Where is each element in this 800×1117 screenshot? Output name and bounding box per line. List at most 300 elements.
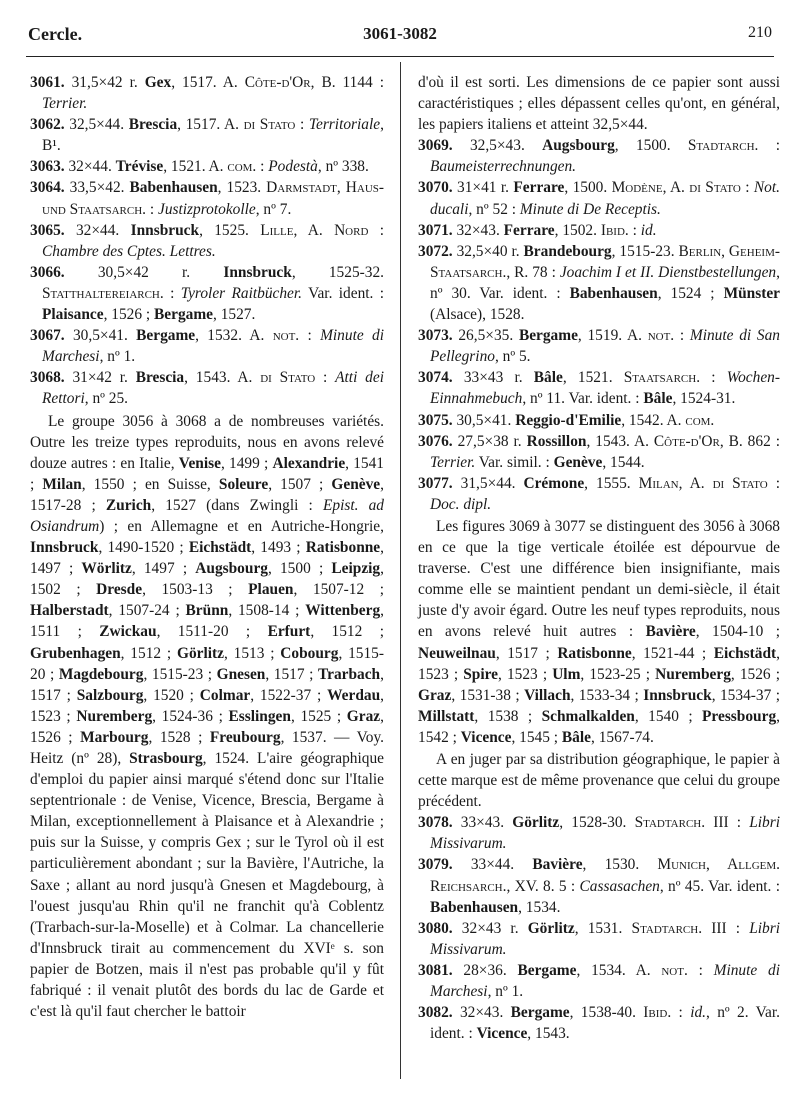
text-run: , 1542 ;: [418, 707, 780, 746]
place-name: Soleure: [218, 475, 269, 493]
text-run: , 1513 ;: [223, 644, 281, 662]
text-run: 30,5×41.: [64, 327, 137, 345]
archive-name: Stadtarch.: [687, 137, 759, 155]
document-title: Baumeisterrechnungen.: [430, 158, 577, 176]
place-name: Eichstädt: [188, 539, 252, 557]
place-name: Vicence: [460, 728, 512, 746]
text-run: , 1523-25 ;: [580, 665, 656, 683]
entry-number: 3077.: [418, 474, 453, 492]
catalog-entry: [30, 156, 384, 177]
text-run: , 1530.: [582, 856, 658, 874]
place-name: Bavière: [532, 856, 583, 874]
place-name: Wittenberg: [305, 602, 381, 620]
place-name: Plaisance: [42, 306, 104, 324]
text-run: , 1515-23 ;: [143, 665, 217, 683]
place-name: Strasbourg: [129, 750, 203, 767]
text-run: , nº 11. Var. ident. :: [522, 390, 644, 408]
document-title: Minute di Marchesi: [42, 327, 384, 366]
entry-number: 3074.: [418, 369, 453, 387]
place-name: Marbourg: [80, 728, 149, 746]
place-name: Nuremberg: [655, 665, 731, 683]
text-run: , 1525 ;: [290, 707, 347, 725]
text-run: , 1520 ;: [143, 686, 200, 704]
place-name: Münster: [723, 284, 780, 302]
archive-name: Statthaltereiarch.: [42, 284, 164, 302]
text-run: , 1543.: [527, 1025, 570, 1043]
entry-number: 3061.: [30, 74, 65, 91]
text-run: , R. 78 :: [506, 263, 560, 281]
text-run: , 1528 ;: [148, 728, 210, 746]
text-run: , 1532. A.: [195, 327, 273, 345]
entry-number: 3065.: [30, 221, 65, 239]
text-run: , nº 7.: [255, 200, 292, 218]
text-run: , 1537. — Voy. Heitz (nº 28),: [30, 728, 385, 767]
text-run: , 1517. A.: [177, 116, 244, 134]
place-name: Nuremberg: [76, 707, 153, 725]
text-run: , 1533-34 ;: [570, 686, 644, 704]
text-run: , 1524-36 ;: [152, 707, 229, 725]
entry-number: 3079.: [418, 856, 453, 874]
place-name: Bavière: [645, 623, 696, 641]
place-name: Salzbourg: [76, 686, 144, 704]
place-name: Ulm: [552, 665, 581, 683]
catalog-entry: [418, 135, 780, 177]
text-run: 32×44.: [64, 221, 131, 239]
entry-number: 3071.: [418, 221, 453, 239]
text-run: , nº 52 :: [468, 200, 520, 218]
text-run: 28×36.: [452, 961, 518, 979]
place-name: Halberstadt: [30, 602, 109, 620]
place-name: Trarbach: [317, 665, 381, 683]
catalog-entry: [418, 325, 780, 367]
document-title: Doc. dipl.: [430, 495, 492, 513]
archive-name: Modène: [611, 179, 663, 197]
place-name: Bâle: [533, 369, 563, 387]
place-name: Babenhausen: [129, 179, 218, 197]
text-run: , 1534. A.: [576, 961, 662, 979]
text-run: , 1534-37 ;: [711, 686, 780, 704]
entry-number: 3078.: [418, 814, 453, 832]
text-run: , 1526 ;: [730, 665, 780, 683]
text-run: :: [299, 327, 321, 345]
place-name: Graz: [418, 686, 452, 704]
archive-name: di Stato: [712, 474, 768, 492]
text-run: 30,5×42 r.: [64, 263, 224, 281]
catalog-entry: [418, 473, 780, 515]
text-run: , 1500.: [614, 137, 688, 155]
text-run: , 1515-23.: [611, 242, 679, 260]
commentary-paragraph: [418, 749, 780, 812]
document-title: Atti dei Rettori: [42, 369, 384, 408]
archive-name: com.: [227, 158, 257, 176]
text-run: , 1527 (dans Zwingli :: [151, 496, 323, 514]
catalog-entry: [418, 918, 780, 960]
text-run: 32×43.: [452, 221, 504, 239]
text-run: , 1538-40.: [569, 1004, 644, 1022]
archive-name: di Stato: [260, 369, 316, 387]
text-run: , 1519. A.: [577, 327, 648, 345]
archive-name: di Stato: [689, 179, 741, 197]
header-rule: [26, 56, 774, 57]
text-run: Les figures 3069 à 3077 se distinguent des 3056 à 3068 en ce que la tige verticale étoilée est dépourvue de traverse. C'est une différence bien insignifiante, mais comme elle se maintient pendant un demi-siècle, il était juste d'y avoir égard. Outre les neuf types reproduits, nous en avons relevé huit autres :: [418, 517, 780, 641]
text-run: , 1517 ;: [495, 644, 558, 662]
text-run: , 1497 ;: [131, 560, 196, 578]
place-name: Brescia: [135, 369, 185, 387]
text-run: 32,5×40 r.: [452, 242, 524, 260]
text-run: , 1525.: [199, 221, 261, 239]
document-title: Tyroler Raitbücher.: [180, 284, 303, 302]
text-run: , 1542. A.: [621, 411, 686, 429]
text-run: :: [700, 369, 727, 387]
text-run: Le groupe 3056 à 3068 a de nombreuses variétés. Outre les treize types reproduits, nous en avons relevé douze autres : en Italie,: [30, 412, 384, 472]
place-name: Trévise: [115, 158, 164, 176]
column-divider: [400, 62, 401, 1079]
entry-number: 3062.: [30, 116, 65, 134]
place-name: Ferrare: [513, 179, 565, 197]
document-title: id.: [640, 221, 657, 239]
place-name: Genève: [331, 475, 381, 493]
place-name: Eichstädt: [713, 644, 777, 662]
continued-text: [418, 72, 780, 135]
entry-number: 3064.: [30, 179, 65, 197]
text-run: 32,5×44.: [64, 116, 129, 134]
archive-name: com.: [685, 411, 715, 429]
text-run: , nº 5.: [494, 348, 531, 366]
text-run: , 1512 ;: [310, 623, 384, 641]
text-run: 32,5×43.: [452, 137, 543, 155]
entry-number: 3082.: [418, 1004, 453, 1022]
place-name: Gex: [144, 74, 172, 91]
place-name: Görlitz: [512, 814, 560, 832]
catalog-entry: [418, 854, 780, 917]
place-name: Babenhausen: [569, 284, 658, 302]
place-name: Bergame: [154, 306, 213, 324]
text-run: :: [315, 369, 336, 387]
catalog-entry: [418, 410, 780, 431]
document-title: Minute di Marchesi: [430, 961, 780, 1001]
document-title: Territoriale: [308, 116, 381, 134]
catalog-entry: [30, 262, 384, 325]
text-run: , 1499 ;: [220, 454, 273, 472]
catalog-entry: [30, 177, 384, 219]
text-run: , 1534.: [518, 898, 561, 916]
text-run: 33×43 r.: [452, 369, 534, 387]
archive-name: di Stato: [243, 116, 296, 134]
text-run: :: [767, 474, 781, 492]
text-run: , 1545 ;: [511, 728, 562, 746]
entry-number: 3073.: [418, 327, 453, 345]
text-run: , 1517 ;: [265, 665, 318, 683]
text-run: , 1507 ;: [268, 475, 332, 493]
text-run: , XV. 8. 5 :: [506, 877, 580, 895]
text-run: , 1538 ;: [474, 707, 542, 725]
text-run: , 1504-10 ;: [695, 623, 780, 641]
text-run: , 1523 ;: [418, 644, 781, 683]
catalog-entry: [418, 960, 780, 1002]
archive-name: not.: [647, 327, 675, 345]
text-run: , A.: [678, 474, 713, 492]
place-name: Brünn: [185, 602, 229, 620]
place-name: Genève: [553, 453, 603, 471]
text-run: , 1524. L'aire géographique d'emploi du papier ainsi marqué s'étend donc sur l'Italie septentrionale : de Venise, Vicence, Brescia, Bergame à Milan, exceptionnellement à Plaisance et à Alexandrie ; puis sur la Suisse, y compris Gex ; sur le Tyrol où il est particulièrement abondant ; sur la Bavière, l'Autriche, la Saxe ; allant au nord jusqu'à Gnesen et Magdebourg, à l'ouest jusqu'au Rhin qu'il ne franchit qu'à Coblentz (Trarbach-sur-la-Moselle) et à Colmar. La chancellerie d'Innsbruck tirait au commencement du XVIᵉ s. son papier de Botzen, mais il n'est pas probable qu'il y fût fabriqué : il venait plutôt des bords du lac de Garde et c'est là qu'il faut chercher le battoir: [30, 750, 384, 1021]
catalog-entry: [418, 431, 780, 473]
place-name: Gnesen: [216, 665, 266, 683]
text-run: Var. ident. :: [302, 284, 384, 302]
catalog-entry: [418, 367, 780, 409]
text-run: , 1523 ;: [498, 665, 553, 683]
text-run: , 1502.: [554, 221, 601, 239]
place-name: Brescia: [128, 116, 178, 134]
text-run: , 1512 ;: [120, 644, 177, 662]
archive-name: not.: [272, 327, 300, 345]
place-name: Venise: [178, 454, 221, 472]
page-number: 210: [748, 24, 772, 41]
entry-number: 3066.: [30, 263, 65, 281]
text-run: :: [628, 221, 641, 239]
archive-name: Lille: [260, 221, 294, 239]
text-run: ) ; en Allemagne et en Autriche-Hongrie,: [99, 517, 384, 535]
entry-number: 3063.: [30, 158, 65, 176]
text-run: , nº 30. Var. ident. :: [430, 263, 780, 302]
document-title: Cassasachen: [579, 877, 660, 895]
catalog-entry: [30, 325, 384, 367]
text-run: , 1507-24 ;: [108, 602, 186, 620]
document-title: Terrier.: [42, 95, 88, 113]
entry-number: 3072.: [418, 242, 453, 260]
text-run: , 1523.: [217, 179, 267, 197]
text-run: , 1517 ;: [30, 665, 384, 704]
entry-number: 3080.: [418, 919, 453, 937]
place-name: Augsbourg: [542, 137, 615, 155]
archive-name: Berlin, Geheim-Staatsarch.: [430, 242, 780, 281]
entry-number: 3081.: [418, 961, 453, 979]
text-run: , 1521.: [562, 369, 624, 387]
text-run: :: [368, 221, 385, 239]
place-name: Görlitz: [527, 919, 575, 937]
text-run: :: [146, 200, 158, 218]
text-run: 31,5×44.: [452, 474, 524, 492]
document-title: Libri Missivarum.: [430, 919, 780, 958]
text-run: , 1508-14 ;: [228, 602, 306, 620]
place-name: Graz: [346, 707, 381, 725]
place-name: Ferrare: [503, 221, 555, 239]
document-title: id.: [690, 1004, 707, 1022]
place-name: Innsbruck: [643, 686, 712, 704]
text-run: , nº 1.: [487, 983, 524, 1001]
text-run: , nº 1.: [99, 348, 136, 366]
text-run: , 1526 ;: [30, 707, 384, 746]
text-run: 32×43.: [452, 1004, 511, 1022]
text-run: , A.: [662, 179, 690, 197]
section-title: Cercle.: [28, 24, 83, 44]
text-run: :: [740, 179, 754, 197]
document-title: Minute di De Receptis.: [519, 200, 661, 218]
place-name: Grubenhagen: [30, 644, 121, 662]
entry-number: 3069.: [418, 137, 453, 155]
place-name: Wörlitz: [81, 560, 132, 578]
entry-number: 3068.: [30, 369, 65, 387]
archive-name: Staatsarch.: [623, 369, 701, 387]
text-run: , 1490-1520 ;: [98, 539, 189, 557]
place-name: Innsbruck: [30, 539, 99, 557]
text-run: , 1515-20 ;: [30, 644, 385, 683]
place-name: Brandebourg: [523, 242, 612, 260]
text-run: , nº 338.: [317, 158, 369, 176]
text-run: , 1540 ;: [634, 707, 703, 725]
archive-name: Ibid.: [643, 1004, 672, 1022]
text-run: :: [674, 327, 690, 345]
entry-range: 3061-3082: [363, 24, 437, 43]
text-run: , 1527.: [213, 306, 256, 324]
text-run: , 1503-13 ;: [142, 581, 249, 599]
text-run: 33×43.: [452, 814, 513, 832]
text-run: III :: [705, 814, 750, 832]
text-run: 27,5×38 r.: [452, 432, 527, 450]
catalog-entry: [30, 220, 384, 262]
text-run: , 1523 ;: [30, 686, 384, 725]
place-name: Spire: [463, 665, 499, 683]
text-run: , 1528-30.: [559, 814, 635, 832]
document-title: Podestà: [268, 158, 318, 176]
text-run: , 1517-28 ;: [30, 475, 385, 514]
place-name: Görlitz: [176, 644, 224, 662]
text-run: , nº 45. Var. ident. :: [659, 877, 780, 895]
text-run: , 1555.: [584, 474, 639, 492]
catalog-entry: [418, 220, 780, 241]
document-title: Wochen-Einnahmebuch: [430, 369, 780, 408]
entry-number: 3076.: [418, 432, 453, 450]
place-name: Freubourg: [209, 728, 281, 746]
catalog-entry: [418, 241, 780, 325]
place-name: Rossillon: [526, 432, 587, 450]
text-run: , 1507-12 ;: [293, 581, 384, 599]
text-run: :: [758, 137, 780, 155]
text-run: 32×43 r.: [452, 919, 528, 937]
archive-name: Stadtarch.: [631, 919, 703, 937]
archive-name: Stadtarch.: [634, 814, 706, 832]
document-title: Not. ducali: [430, 179, 780, 218]
text-run: , 1525-32.: [291, 263, 385, 281]
text-run: , 1493 ;: [251, 539, 306, 557]
document-title: Minute di San Pellegrino: [430, 327, 780, 366]
text-run: , 1522-37 ;: [250, 686, 328, 704]
place-name: Bergame: [510, 1004, 570, 1022]
archive-name: Ibid.: [600, 221, 629, 239]
archive-name: Nord: [334, 221, 369, 239]
text-run: , 1521. A.: [163, 158, 228, 176]
place-name: Babenhausen: [430, 898, 519, 916]
entry-number: 3075.: [418, 411, 453, 429]
text-run: , B. 1144 :: [310, 74, 384, 91]
text-run: , 1500 ;: [267, 560, 332, 578]
text-run: Var. simil. :: [475, 453, 554, 471]
place-name: Milan: [42, 475, 82, 493]
text-run: , 1531-38 ;: [451, 686, 525, 704]
archive-name: Milan: [638, 474, 679, 492]
text-run: 31×42 r.: [64, 369, 136, 387]
text-run: , 1526 ;: [103, 306, 155, 324]
document-title: Libri Missivarum.: [430, 814, 780, 853]
place-name: Cobourg: [280, 644, 339, 662]
place-name: Bâle: [643, 390, 673, 408]
place-name: Bâle: [561, 728, 591, 746]
document-title: Justizprotokolle: [157, 200, 256, 218]
place-name: Ratisbonne: [557, 644, 632, 662]
place-name: Werdau: [327, 686, 381, 704]
text-run: , B¹.: [42, 116, 384, 155]
place-name: Pressbourg: [702, 707, 777, 725]
commentary-paragraph: [418, 516, 780, 748]
text-run: , 1543. A.: [184, 369, 261, 387]
text-run: , 1567-74.: [591, 728, 654, 746]
text-run: , 1502 ;: [30, 560, 384, 599]
place-name: Bergame: [136, 327, 196, 345]
archive-name: Côte-d'Or: [653, 432, 720, 450]
text-run: , 1543. A.: [586, 432, 654, 450]
text-run: 32×44.: [64, 158, 116, 176]
text-run: , 1517. A.: [171, 74, 245, 91]
text-run: :: [687, 961, 714, 979]
place-name: Zwickau: [99, 623, 157, 641]
place-name: Dresde: [96, 581, 143, 599]
place-name: Alexandrie: [272, 454, 346, 472]
commentary-paragraph: [30, 411, 384, 1023]
text-run: , nº 25.: [84, 390, 128, 408]
place-name: Reggio-d'Emilie: [515, 411, 622, 429]
text-run: , 1511-20 ;: [156, 623, 268, 641]
place-name: Magdebourg: [58, 665, 144, 683]
text-run: , 1524 ;: [657, 284, 724, 302]
place-name: Zurich: [105, 496, 152, 514]
text-run: , nº 2. Var. ident. :: [430, 1004, 780, 1043]
right-column: [418, 72, 780, 1044]
text-run: :: [671, 1004, 691, 1022]
archive-name: Côte-d'Or: [244, 74, 311, 91]
entry-number: 3070.: [418, 179, 453, 197]
text-run: III :: [702, 919, 750, 937]
archive-name: Munich, Allgem. Reichsarch.: [430, 856, 780, 895]
place-name: Vicence: [476, 1025, 528, 1043]
place-name: Neuweilnau: [418, 644, 496, 662]
place-name: Esslingen: [228, 707, 291, 725]
place-name: Villach: [524, 686, 571, 704]
archive-name: Darmstadt, Haus- und Staatsarch.: [42, 179, 385, 218]
document-title: Chambre des Cptes. Lettres.: [42, 242, 216, 260]
place-name: Augsbourg: [195, 560, 268, 578]
place-name: Innsbruck: [223, 263, 292, 281]
place-name: Millstatt: [418, 707, 475, 725]
text-run: , 1524-31.: [672, 390, 736, 408]
document-title: Epist. ad Osiandrum: [30, 496, 384, 535]
place-name: Innsbruck: [130, 221, 200, 239]
catalog-entry: [30, 367, 384, 409]
text-run: (Alsace), 1528.: [430, 306, 525, 324]
place-name: Bergame: [518, 327, 578, 345]
archive-name: not.: [661, 961, 688, 979]
catalog-entry: [418, 177, 780, 219]
place-name: Bergame: [517, 961, 577, 979]
text-run: , 1500.: [564, 179, 612, 197]
document-title: Terrier.: [430, 453, 476, 471]
text-run: A en juger par sa distribution géographique, le papier à cette marque est de même provenance que celui du groupe précédent.: [418, 751, 780, 811]
entry-number: 3067.: [30, 327, 65, 345]
place-name: Plauen: [248, 581, 294, 599]
left-column: [30, 72, 384, 1022]
text-run: , B. 862 :: [719, 432, 780, 450]
place-name: Erfurt: [267, 623, 311, 641]
place-name: Leipzig: [331, 560, 381, 578]
text-run: , 1531.: [574, 919, 632, 937]
